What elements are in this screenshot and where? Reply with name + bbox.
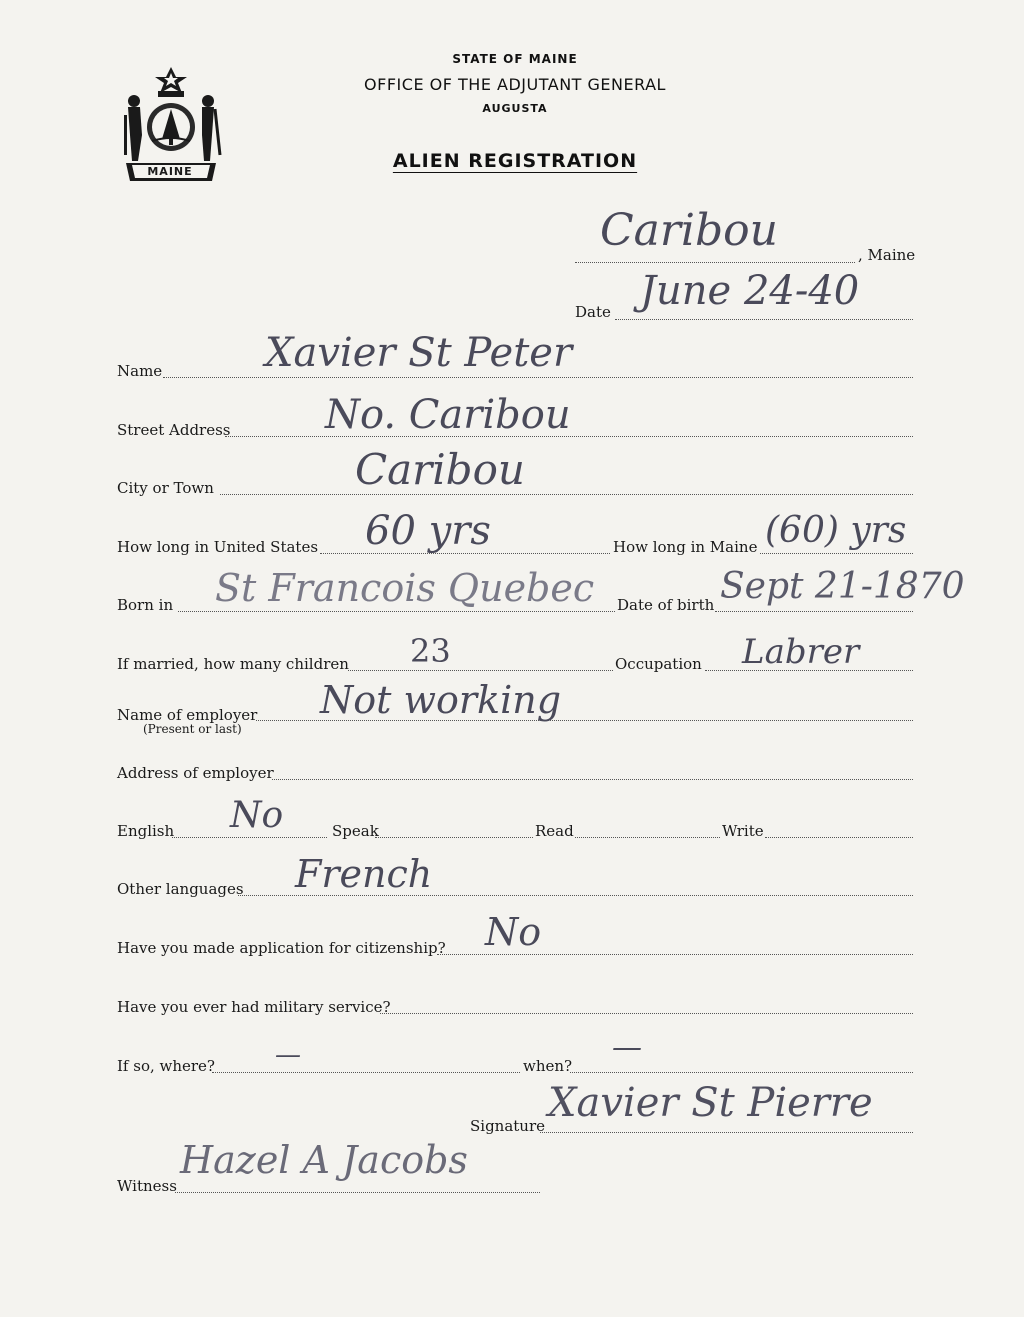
form-title: ALIEN REGISTRATION (392, 150, 638, 172)
english-label: English (117, 822, 175, 840)
present-or-last-label: (Present or last) (143, 722, 242, 736)
date-of-birth-line (715, 611, 913, 612)
when-value: — (612, 1030, 642, 1065)
citizenship-label: Have you made application for citizenship? (117, 939, 446, 957)
write-label: Write (722, 822, 764, 840)
other-languages-value: French (295, 852, 433, 896)
date-of-birth-label: Date of birth (617, 596, 715, 614)
date-of-birth-value: Sept 21-1870 (720, 566, 965, 607)
date-line (615, 319, 913, 320)
name-of-employer-label: Name of employer (117, 706, 258, 724)
citizenship-line (437, 954, 913, 955)
english-value: No (230, 795, 284, 836)
witness-label: Witness (117, 1177, 177, 1195)
address-of-employer-label: Address of employer (117, 764, 274, 782)
married-children-value: 23 (410, 632, 451, 670)
city-or-town-value: Caribou (355, 445, 525, 494)
maine-label: , Maine (858, 246, 916, 264)
city-heading: AUGUSTA (482, 102, 548, 115)
when-label: when? (523, 1057, 573, 1075)
other-languages-label: Other languages (117, 880, 244, 898)
how-long-maine-line (760, 553, 913, 554)
speak-label: Speak (332, 822, 379, 840)
married-children-line (348, 670, 613, 671)
where-line (212, 1072, 520, 1073)
address-of-employer-line (272, 779, 913, 780)
how-long-us-value: 60 yrs (365, 508, 491, 554)
state-heading: STATE OF MAINE (452, 52, 578, 66)
date-label: Date (575, 303, 611, 321)
town-value: Caribou (600, 205, 778, 256)
street-address-label: Street Address (117, 421, 231, 439)
where-value: — (275, 1040, 301, 1070)
how-long-us-label: How long in United States (117, 538, 319, 556)
citizenship-value: No (485, 910, 542, 954)
town-line (575, 262, 855, 263)
read-label: Read (535, 822, 574, 840)
born-in-line (178, 611, 615, 612)
signature-value: Xavier St Pierre (548, 1080, 873, 1126)
when-line (570, 1072, 913, 1073)
how-long-maine-label: How long in Maine (613, 538, 758, 556)
street-address-value: No. Caribou (325, 392, 571, 438)
city-or-town-line (220, 494, 913, 495)
name-label: Name (117, 362, 163, 380)
seal-banner-text: MAINE (147, 165, 193, 178)
witness-line (175, 1192, 540, 1193)
read-line (575, 837, 720, 838)
if-so-where-label: If so, where? (117, 1057, 215, 1075)
witness-value: Hazel A Jacobs (180, 1138, 468, 1182)
signature-line (540, 1132, 913, 1133)
signature-label: Signature (470, 1117, 546, 1135)
speak-line (375, 837, 533, 838)
military-label: Have you ever had military service? (117, 998, 391, 1016)
occupation-label: Occupation (615, 655, 702, 673)
office-heading: OFFICE OF THE ADJUTANT GENERAL (364, 75, 666, 94)
name-line (163, 377, 913, 378)
name-value: Xavier St Peter (265, 330, 573, 376)
write-line (765, 837, 913, 838)
born-in-value: St Francois Quebec (215, 566, 595, 610)
born-in-label: Born in (117, 596, 174, 614)
occupation-value: Labrer (742, 632, 860, 672)
city-or-town-label: City or Town (117, 479, 214, 497)
military-line (380, 1013, 913, 1014)
date-value: June 24-40 (640, 268, 860, 314)
how-long-maine-value: (60) yrs (765, 510, 907, 551)
married-children-label: If married, how many children (117, 655, 349, 673)
english-line (172, 837, 327, 838)
name-of-employer-value: Not working (320, 678, 562, 722)
